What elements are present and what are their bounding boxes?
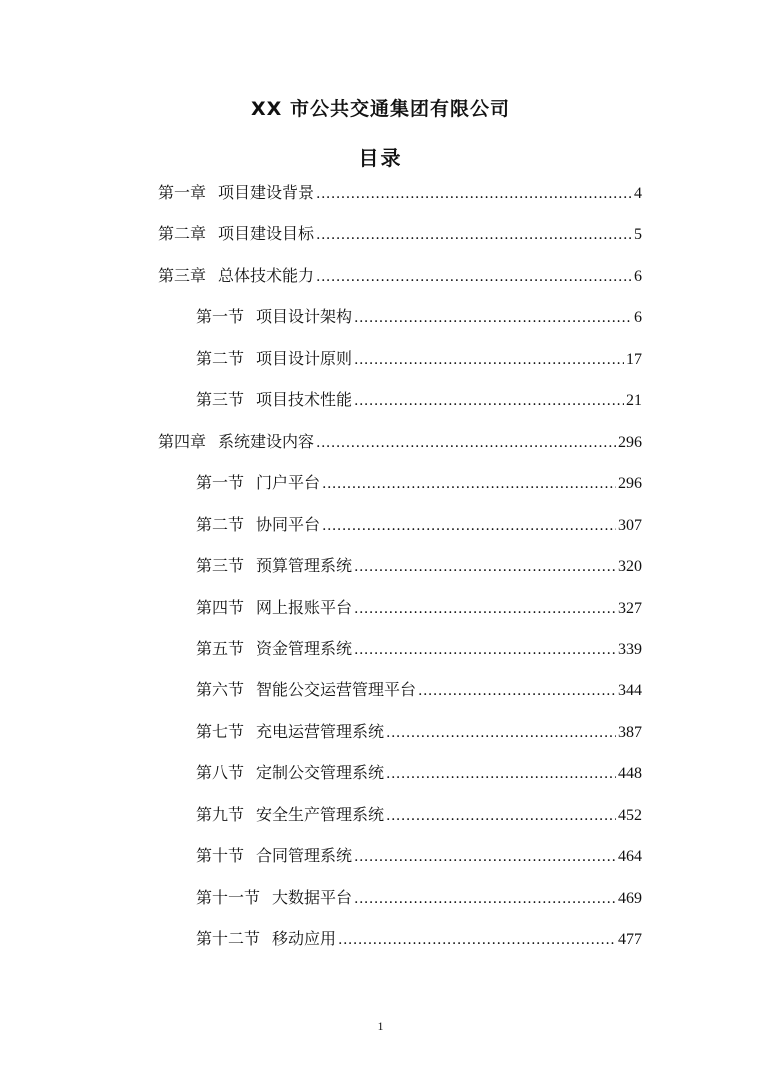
toc-entry-section[interactable] (196, 803, 642, 827)
toc-entry-chapter[interactable] (158, 181, 642, 205)
toc-dot-leader (316, 182, 632, 206)
toc-entry-label: 移动应用 (272, 929, 337, 948)
toc-entry-section[interactable] (196, 388, 642, 412)
toc-entry-number: 第九节 (196, 805, 245, 824)
toc-entry-section[interactable] (196, 513, 642, 537)
toc-dot-leader (386, 721, 616, 745)
toc-entry-label: 项目技术性能 (256, 390, 353, 409)
toc-entry-page: 17 (626, 351, 642, 368)
toc-entry-number: 第七节 (196, 722, 245, 741)
toc-dot-leader (386, 762, 616, 786)
toc-entry-number: 第三节 (196, 556, 245, 575)
toc-entry-page: 21 (626, 392, 642, 409)
toc-entry-number: 第四章 (158, 432, 207, 451)
toc-entry-page: 6 (634, 309, 642, 326)
toc-dot-leader (354, 887, 616, 911)
toc-dot-leader (316, 223, 632, 247)
toc-entry-number: 第十一节 (196, 888, 261, 907)
toc-entry-section[interactable] (196, 637, 642, 661)
toc-heading: 目录 (358, 146, 403, 170)
toc-entry-page: 452 (618, 807, 642, 824)
toc-entry-label: 门户平台 (256, 473, 321, 492)
toc-entry-number: 第四节 (196, 598, 245, 617)
toc-entry-label: 项目建设背景 (218, 183, 315, 202)
toc-entry-number: 第一章 (158, 183, 207, 202)
toc-entry-section[interactable] (196, 927, 642, 951)
toc-dot-leader (354, 555, 616, 579)
toc-entry-label: 总体技术能力 (218, 266, 315, 285)
toc-dot-leader (322, 514, 616, 538)
toc-entry-page: 5 (634, 226, 642, 243)
toc-entry-page: 320 (618, 558, 642, 575)
toc-entry-section[interactable] (196, 678, 642, 702)
toc-dot-leader (354, 845, 616, 869)
toc-entry-section[interactable] (196, 596, 642, 620)
toc-entry-page: 387 (618, 724, 642, 741)
toc-entry-page: 469 (618, 890, 642, 907)
toc-dot-leader (354, 638, 616, 662)
toc-entry-label: 合同管理系统 (256, 846, 353, 865)
toc-dot-leader (316, 431, 616, 455)
toc-dot-leader (316, 265, 632, 289)
toc-entry-section[interactable] (196, 554, 642, 578)
document-title: XX 市公共交通集团有限公司 (251, 98, 510, 120)
toc-entry-label: 大数据平台 (272, 888, 353, 907)
toc-entry-page: 464 (618, 848, 642, 865)
toc-entry-label: 项目建设目标 (218, 224, 315, 243)
toc-entry-section[interactable] (196, 305, 642, 329)
toc-entry-page: 448 (618, 765, 642, 782)
toc-entry-label: 项目设计架构 (256, 307, 353, 326)
toc-entry-chapter[interactable] (158, 264, 642, 288)
toc-dot-leader (354, 389, 624, 413)
toc-entry-number: 第五节 (196, 639, 245, 658)
toc-entry-label: 充电运营管理系统 (256, 722, 385, 741)
toc-entry-page: 4 (634, 185, 642, 202)
toc-entry-number: 第二节 (196, 515, 245, 534)
toc-entry-number: 第六节 (196, 680, 245, 699)
toc-entry-section[interactable] (196, 886, 642, 910)
toc-entry-page: 296 (618, 475, 642, 492)
toc-entry-number: 第八节 (196, 763, 245, 782)
toc-entry-label: 系统建设内容 (218, 432, 315, 451)
toc-entry-page: 296 (618, 434, 642, 451)
toc-entry-number: 第二章 (158, 224, 207, 243)
toc-entry-number: 第一节 (196, 473, 245, 492)
toc-entry-label: 网上报账平台 (256, 598, 353, 617)
toc-entry-label: 预算管理系统 (256, 556, 353, 575)
toc-dot-leader (354, 597, 616, 621)
toc-dot-leader (322, 472, 616, 496)
toc-dot-leader (354, 348, 624, 372)
toc-entry-section[interactable] (196, 720, 642, 744)
toc-dot-leader (338, 928, 616, 952)
toc-entry-number: 第十节 (196, 846, 245, 865)
toc-entry-page: 327 (618, 600, 642, 617)
toc-entry-label: 协同平台 (256, 515, 321, 534)
toc-dot-leader (354, 306, 632, 330)
toc-entry-section[interactable] (196, 347, 642, 371)
toc-entry-number: 第十二节 (196, 929, 261, 948)
toc-dot-leader (386, 804, 616, 828)
toc-entry-number: 第二节 (196, 349, 245, 368)
toc-entry-page: 477 (618, 931, 642, 948)
toc-dot-leader (418, 679, 616, 703)
toc-entry-section[interactable] (196, 761, 642, 785)
toc-entry-chapter[interactable] (158, 222, 642, 246)
toc-entry-label: 智能公交运营管理平台 (256, 680, 417, 699)
toc-entry-label: 安全生产管理系统 (256, 805, 385, 824)
toc-entry-page: 307 (618, 517, 642, 534)
toc-entry-label: 定制公交管理系统 (256, 763, 385, 782)
toc-entry-label: 资金管理系统 (256, 639, 353, 658)
toc-entry-label: 项目设计原则 (256, 349, 353, 368)
toc-entry-page: 344 (618, 682, 642, 699)
toc-entry-page: 6 (634, 268, 642, 285)
toc-entry-chapter[interactable] (158, 430, 642, 454)
page-number: 1 (377, 1019, 384, 1033)
toc-entry-page: 339 (618, 641, 642, 658)
toc-entry-number: 第三章 (158, 266, 207, 285)
toc-entry-number: 第三节 (196, 390, 245, 409)
toc-entry-number: 第一节 (196, 307, 245, 326)
toc-entry-section[interactable] (196, 471, 642, 495)
toc-entry-section[interactable] (196, 844, 642, 868)
